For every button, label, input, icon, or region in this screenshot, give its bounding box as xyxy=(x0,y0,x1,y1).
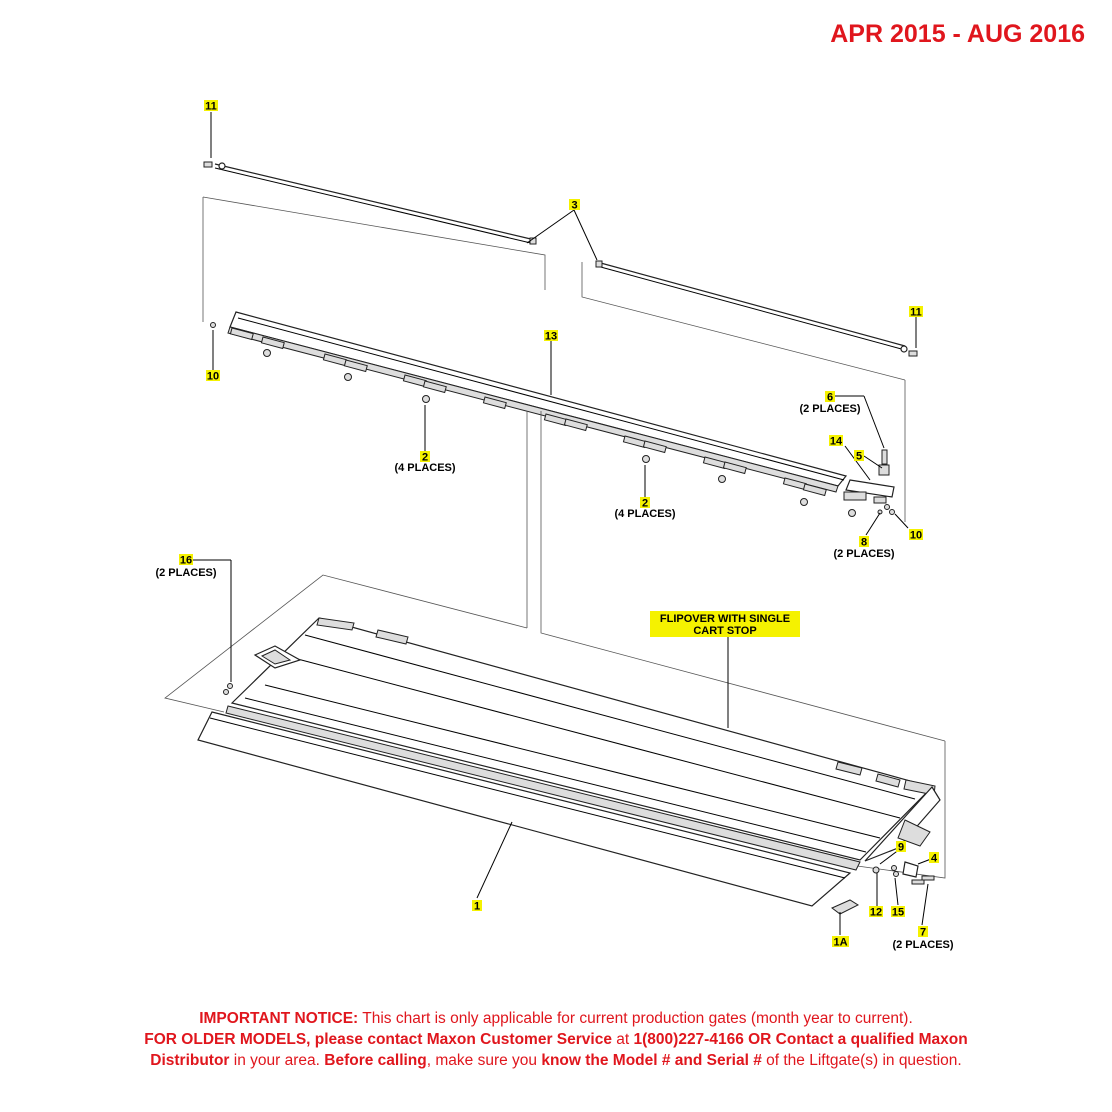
flipover-platform xyxy=(198,618,940,914)
svg-text:16: 16 xyxy=(179,554,193,567)
notice-line-2: FOR OLDER MODELS, please contact Maxon Customer Service at 1(800)227-4166 OR Contact a qualified Maxon xyxy=(144,1031,968,1048)
callout-9 xyxy=(896,841,906,854)
notice-line-3: Distributor in your area. Before calling, make sure you know the Model # and Serial # of the Liftgate(s) in question. xyxy=(150,1052,962,1069)
callout-11b xyxy=(909,306,923,319)
svg-text:4: 4 xyxy=(930,852,938,865)
svg-text:(4 PLACES): (4 PLACES) xyxy=(614,508,676,520)
callout-5 xyxy=(854,450,864,463)
svg-text:2: 2 xyxy=(641,497,649,510)
svg-text:(2 PLACES): (2 PLACES) xyxy=(892,939,954,951)
callout-flipover xyxy=(650,611,800,637)
svg-text:7: 7 xyxy=(919,926,927,939)
pin-11-right xyxy=(909,351,917,356)
svg-text:6: 6 xyxy=(826,391,834,404)
svg-text:(2 PLACES): (2 PLACES) xyxy=(833,548,895,560)
callout-10b xyxy=(909,529,923,542)
svg-text:FLIPOVER WITH SINGLE: FLIPOVER WITH SINGLE xyxy=(659,613,791,625)
callout-2a xyxy=(394,451,455,474)
date-range-title: APR 2015 - AUG 2016 xyxy=(830,20,1085,48)
callout-13 xyxy=(544,330,558,343)
callout-14 xyxy=(829,435,843,448)
callout-1a xyxy=(832,936,849,949)
svg-text:(2 PLACES): (2 PLACES) xyxy=(799,403,861,415)
pin-11-left xyxy=(204,162,212,167)
svg-text:11: 11 xyxy=(910,306,922,319)
svg-text:(2 PLACES): (2 PLACES) xyxy=(155,567,217,579)
svg-text:13: 13 xyxy=(544,330,558,343)
rod-right xyxy=(596,261,907,352)
svg-text:10: 10 xyxy=(206,370,220,383)
svg-text:10: 10 xyxy=(909,529,923,542)
callout-11a xyxy=(204,100,218,113)
callout-3 xyxy=(569,199,580,212)
svg-text:12: 12 xyxy=(869,906,883,919)
bolts-2 xyxy=(264,350,856,517)
notice-line-1: IMPORTANT NOTICE: This chart is only applicable for current production gates (month year to current). xyxy=(199,1010,913,1027)
callout-1 xyxy=(472,900,482,913)
svg-text:9: 9 xyxy=(897,841,905,854)
callout-12 xyxy=(869,906,883,919)
callout-2b xyxy=(614,497,675,520)
callout-15 xyxy=(891,906,905,919)
svg-text:14: 14 xyxy=(829,435,843,448)
callout-7 xyxy=(892,926,953,951)
rod-left xyxy=(215,163,536,244)
svg-text:CART STOP: CART STOP xyxy=(693,625,757,637)
svg-text:15: 15 xyxy=(891,906,905,919)
svg-text:1A: 1A xyxy=(833,936,848,949)
svg-text:1: 1 xyxy=(473,900,481,913)
callout-4 xyxy=(929,852,939,865)
svg-text:5: 5 xyxy=(855,450,863,463)
svg-text:3: 3 xyxy=(571,199,578,212)
callout-16 xyxy=(155,554,216,579)
svg-text:(4 PLACES): (4 PLACES) xyxy=(394,462,456,474)
svg-text:11: 11 xyxy=(205,100,217,113)
callout-8 xyxy=(833,536,894,560)
callout-6 xyxy=(799,391,860,415)
important-notice xyxy=(40,1008,1072,1071)
svg-text:2: 2 xyxy=(421,451,429,464)
svg-text:8: 8 xyxy=(860,536,868,549)
callout-10a xyxy=(206,370,220,383)
